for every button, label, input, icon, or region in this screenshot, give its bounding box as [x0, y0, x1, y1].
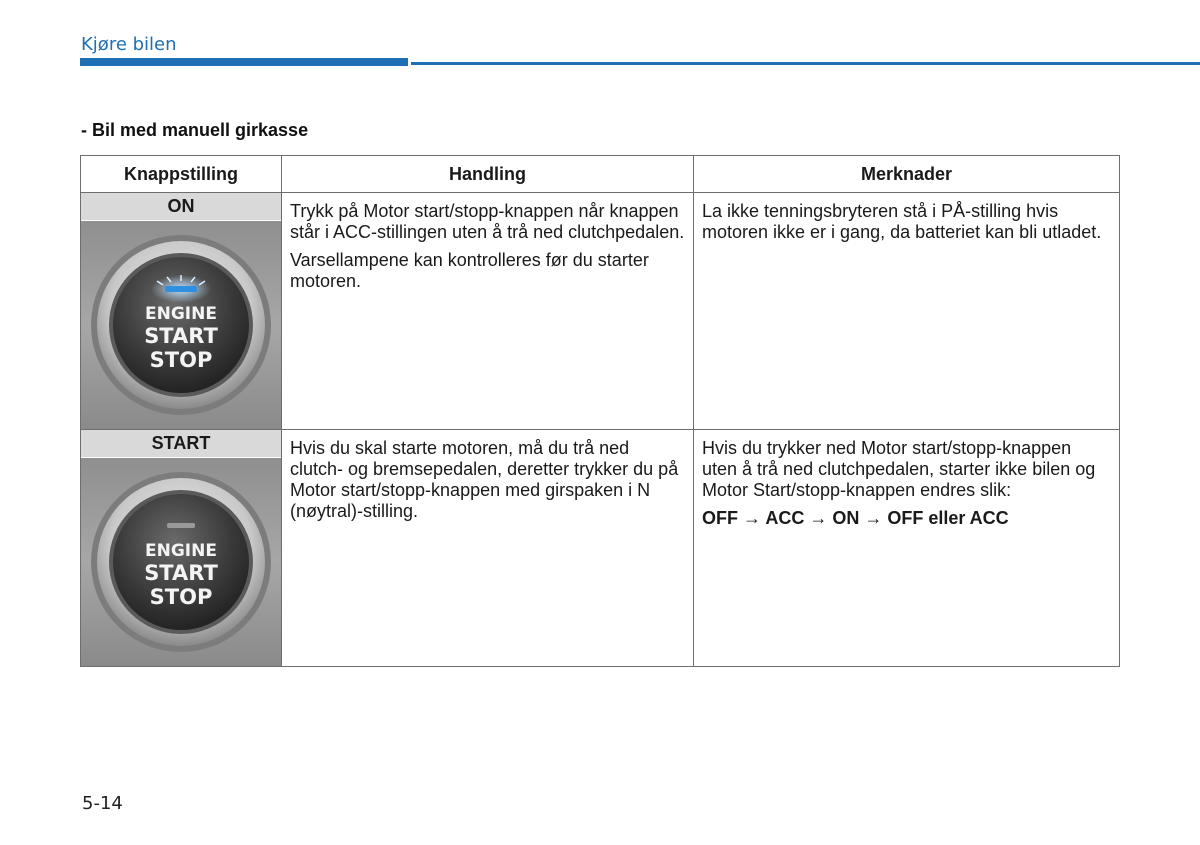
- button-legend-text: START: [144, 561, 218, 585]
- notes-cell: [694, 430, 1120, 667]
- table-row: [81, 193, 1120, 430]
- button-position-table: [80, 155, 1120, 667]
- indicator-light-off: [167, 523, 195, 528]
- button-legend-text: ENGINE: [145, 541, 217, 561]
- position-label: ON: [81, 193, 281, 220]
- button-legend-text: START: [144, 324, 218, 348]
- header-rule-thick: [80, 58, 408, 66]
- table-header-row: [81, 156, 1120, 193]
- action-text: Varsellampene kan kontrolleres før du starter motoren.: [290, 250, 649, 291]
- notes-cell: [694, 193, 1120, 430]
- position-cell: [81, 193, 282, 430]
- engine-start-stop-button-image: [81, 221, 281, 429]
- notes-text: Hvis du trykker ned Motor start/stopp-knappen uten å trå ned clutchpedalen, starter ikke bilen og Motor Start/stopp-knappen endres slik:: [702, 438, 1096, 500]
- mode-sequence-text: OFF → ACC → ON → OFF eller ACC: [702, 508, 1009, 528]
- position-cell: [81, 430, 282, 667]
- column-header-action: Handling: [282, 156, 694, 193]
- action-cell: [282, 430, 694, 667]
- column-header-notes: Merknader: [694, 156, 1120, 193]
- button-legend-text: STOP: [149, 585, 213, 609]
- button-legend-text: STOP: [149, 348, 213, 372]
- notes-text: La ikke tenningsbryteren stå i PÅ-stilling hvis motoren ikke er i gang, da batteriet kan bli utladet.: [702, 201, 1102, 242]
- action-text: Trykk på Motor start/stopp-knappen når knappen står i ACC-stillingen uten å trå ned clutchpedalen.: [290, 201, 685, 242]
- indicator-light-lit: [165, 286, 197, 292]
- table-row: [81, 430, 1120, 667]
- engine-start-stop-button-image: [81, 458, 281, 666]
- position-label: START: [81, 430, 281, 457]
- column-header-button-position: Knappstilling: [81, 156, 282, 193]
- header-rule-thin: [411, 62, 1200, 65]
- section-heading: - Bil med manuell girkasse: [81, 120, 309, 140]
- action-cell: [282, 193, 694, 430]
- page-number: 5-14: [82, 793, 123, 814]
- button-legend-text: ENGINE: [145, 304, 217, 324]
- action-text: Hvis du skal starte motoren, må du trå ned clutch- og bremsepedalen, deretter trykker du på Motor start/stopp-knappen med girspaken i N (nøytral)-stilling.: [290, 438, 679, 521]
- chapter-title: Kjøre bilen: [81, 34, 177, 55]
